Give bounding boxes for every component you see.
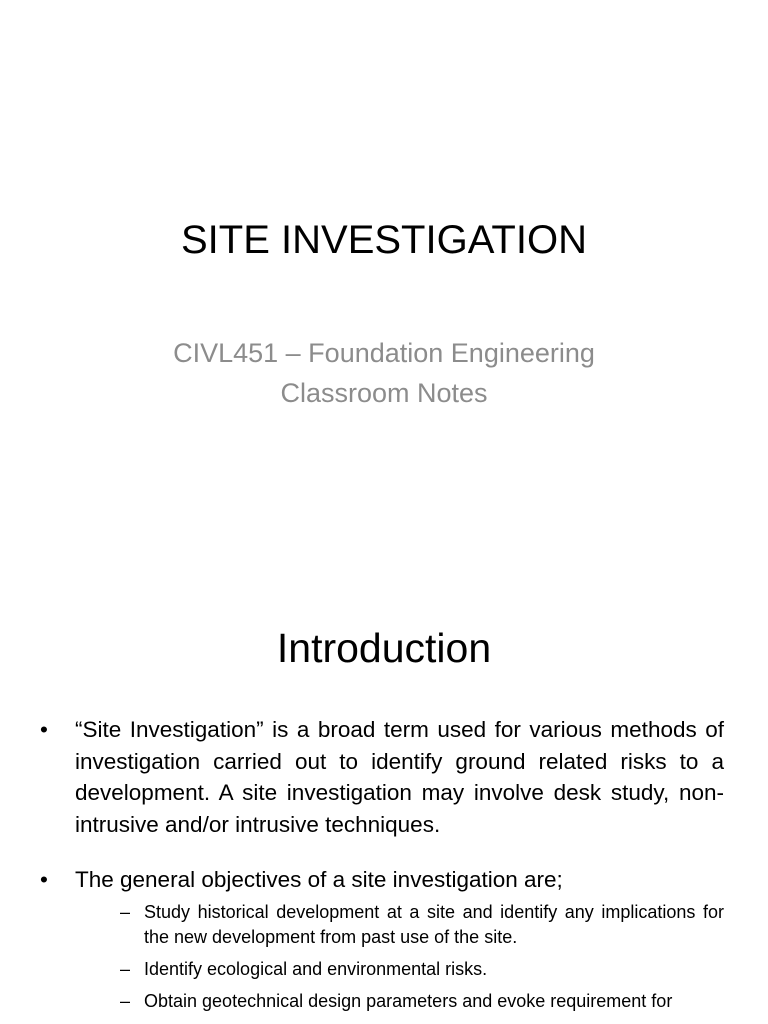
bullet-text: “Site Investigation” is a broad term used for various methods of investigation carried out to identify ground related risks to a development. A site investigation may involve desk study, non-intrusive and/or intrusive techniques. [75, 717, 724, 837]
slide-subtitle [0, 333, 768, 413]
slide-title: SITE INVESTIGATION [181, 218, 587, 262]
sub-bullet-marker: – [120, 958, 131, 979]
sub-bullet-marker: – [120, 901, 131, 922]
sub-bullet-marker: – [120, 990, 131, 1011]
sub-bullet-text: Study historical development at a site and identify any implications for the new development from past use of the site. [144, 901, 724, 947]
bullet-marker: • [40, 867, 48, 892]
slide-heading: Introduction [276, 625, 492, 671]
sub-bullet-item [75, 989, 724, 1014]
sub-bullet-item [75, 900, 724, 950]
bullet-item [40, 714, 724, 840]
subtitle-line-notes: Classroom Notes [280, 378, 488, 408]
subtitle-line-course: CIVL451 – Foundation Engineering [173, 338, 595, 368]
bullet-list [40, 714, 724, 1021]
sub-bullet-text: Identify ecological and environmental risks. [144, 958, 488, 979]
sub-bullet-list [75, 900, 724, 1014]
bullet-item [40, 864, 724, 1014]
bullet-marker: • [40, 717, 48, 742]
bullet-text: The general objectives of a site investigation are; [75, 867, 563, 892]
sub-bullet-text: Obtain geotechnical design parameters and evoke requirement for [144, 990, 673, 1011]
introduction-slide [0, 576, 768, 1024]
sub-bullet-item [75, 957, 724, 982]
